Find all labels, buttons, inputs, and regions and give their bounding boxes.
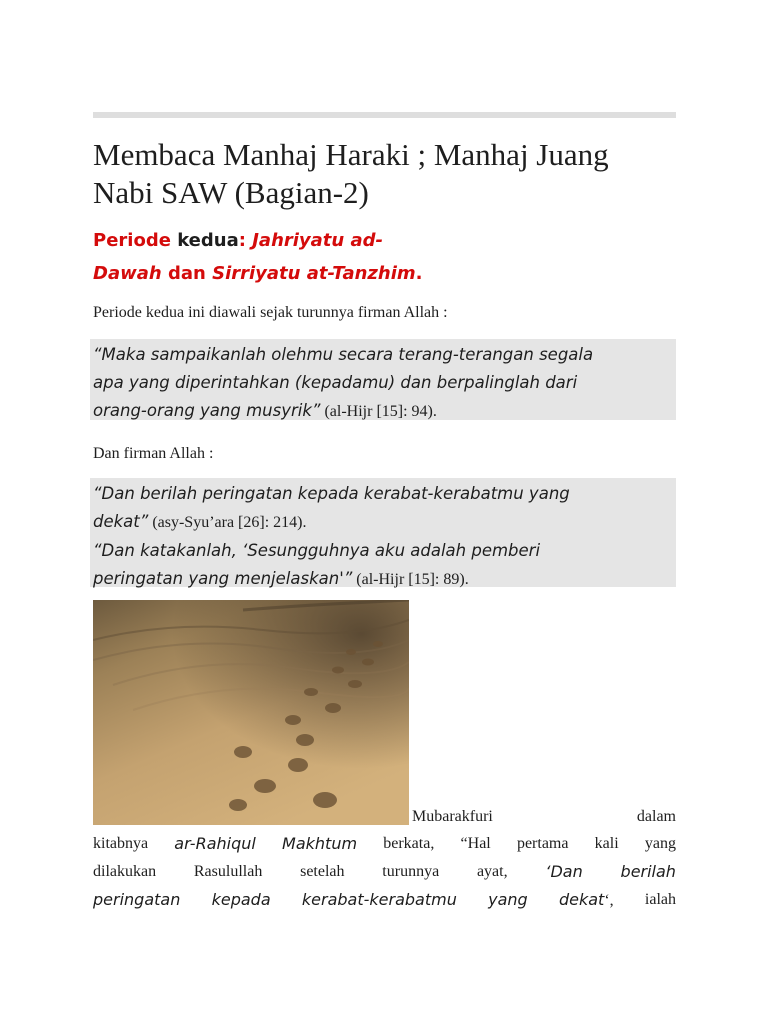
intro-paragraph-2: Dan firman Allah :: [93, 445, 214, 462]
top-divider: [93, 112, 676, 118]
subtitle-dawah: Dawah: [93, 263, 162, 284]
body-line-3: [93, 858, 676, 886]
article-title: Membaca Manhaj Haraki ; Manhaj Juang Nabi SAW (Bagian-2): [93, 137, 609, 210]
subtitle-period: .: [415, 263, 423, 284]
body-word: setelah: [300, 863, 345, 880]
quoted-verse-word: kerabat-kerabatmu: [301, 890, 457, 909]
quoted-verse-word: berilah: [620, 862, 676, 881]
quote1-reference: (al-Hijr [15]: 94).: [320, 403, 437, 420]
body-word: ayat,: [476, 863, 508, 880]
body-line-2: [93, 830, 676, 858]
quote2-reference-2: (al-Hijr [15]: 89).: [352, 571, 469, 588]
book-title-word: Makhtum: [282, 834, 358, 853]
quote2-line1: “Dan berilah peringatan kepada kerabat-kerabatmu yang: [93, 484, 570, 503]
subtitle-word-periode: Periode: [93, 230, 171, 251]
subtitle-sirriyatu: Sirriyatu at-Tanzhim: [212, 263, 416, 284]
body-word: yang: [644, 835, 676, 852]
quote-block-1: [90, 339, 676, 420]
quote2-line3: “Dan katakanlah, ‘Sesungguhnya aku adalah pemberi: [93, 541, 541, 560]
body-word: pertama: [516, 835, 569, 852]
body-word: Rasulullah: [193, 863, 263, 880]
subtitle-colon: :: [238, 230, 246, 251]
quote1-line2: apa yang diperintahkan (kepadamu) dan berpalinglah dari: [93, 373, 578, 392]
quoted-verse-word: kepada: [211, 890, 271, 909]
quoted-verse-word: yang: [488, 890, 528, 909]
quote-block-2: [90, 478, 676, 587]
quote2-line4: peringatan yang menjelaskan'”: [93, 569, 353, 588]
body-word: berkata,: [383, 835, 435, 852]
body-word: kitabnya: [93, 835, 149, 852]
intro-paragraph-1: Periode kedua ini diawali sejak turunnya firman Allah :: [93, 304, 448, 321]
body-word: dilakukan: [93, 863, 157, 880]
body-word: ‘,: [604, 892, 614, 909]
subtitle-word-kedua: kedua: [177, 230, 239, 251]
quote1-line1: “Maka sampaikanlah olehmu secara terang-terangan segala: [93, 345, 594, 364]
quote2-reference-1: (asy-Syu’ara [26]: 214).: [148, 514, 307, 531]
subtitle-dan: dan: [167, 263, 206, 284]
section-subtitle: [93, 224, 676, 290]
body-first-line: [412, 806, 676, 828]
body-word: turunnya: [382, 863, 440, 880]
book-title-word: ar-Rahiqul: [174, 834, 256, 853]
body-word: Mubarakfuri: [412, 808, 493, 825]
quoted-verse-word: dekat: [558, 890, 605, 909]
body-word: kali: [594, 835, 619, 852]
subtitle-jahriyatu: Jahriyatu ad-: [252, 230, 383, 251]
quote2-line2: dekat”: [93, 512, 149, 531]
quoted-verse-word: peringatan: [93, 890, 181, 909]
body-word: dalam: [636, 808, 676, 825]
body-line-4: [93, 886, 676, 915]
quoted-verse-word: ‘Dan: [545, 862, 583, 881]
body-word: “Hal: [460, 835, 491, 852]
desert-footprints-image: [93, 600, 409, 825]
body-word: ialah: [644, 891, 676, 908]
quote1-line3: orang-orang yang musyrik”: [93, 401, 321, 420]
